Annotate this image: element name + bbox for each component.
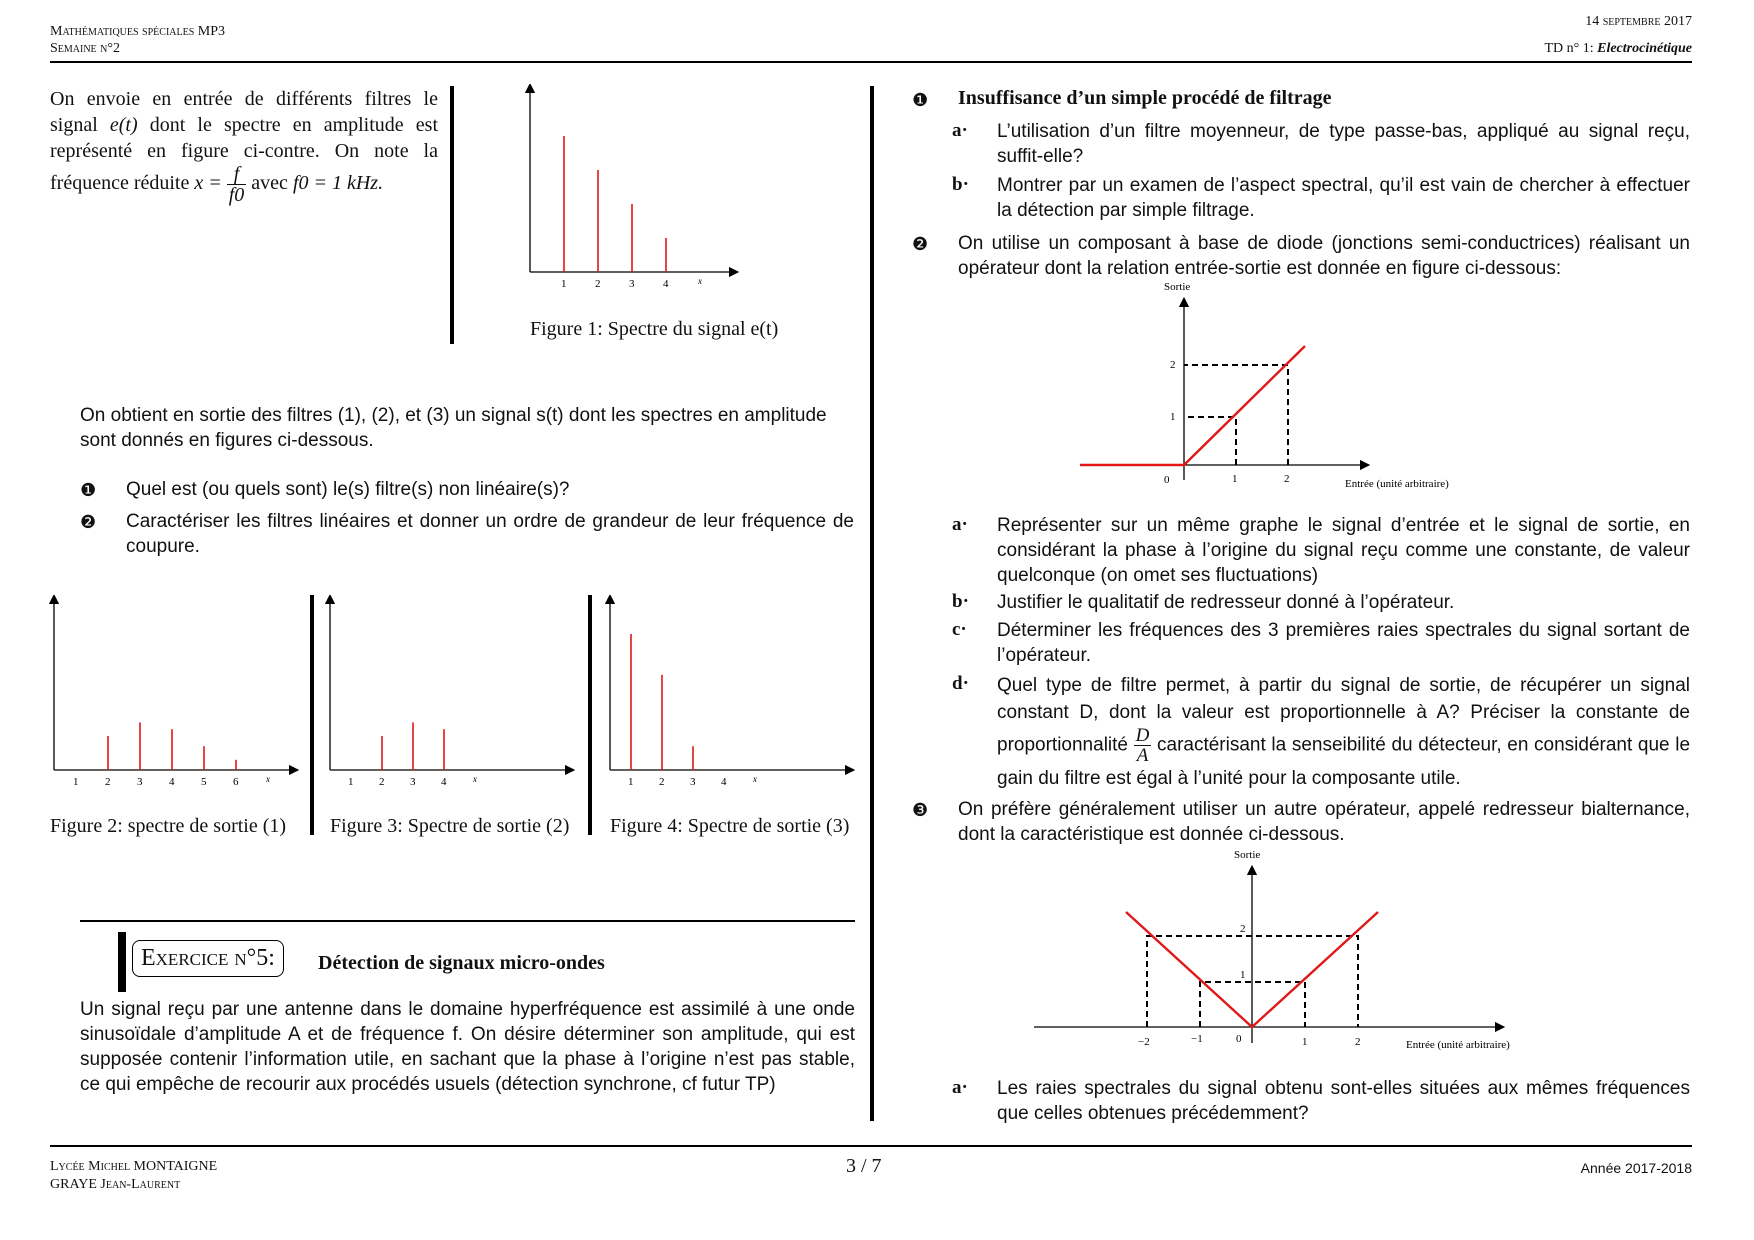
r-q1a-label: a· xyxy=(952,120,968,141)
full-rectifier-ytick-2: 2 xyxy=(1240,923,1246,935)
header-td-title: Electrocinétique xyxy=(1597,41,1692,56)
r-q2-bullet: ❷ xyxy=(912,234,929,255)
figure3-tick-3: 3 xyxy=(410,776,416,788)
full-rectifier-ylabel: Sortie xyxy=(1234,849,1261,861)
full-rectifier-xtick-m2: −2 xyxy=(1138,1036,1150,1048)
intro-paragraph: On envoie en entrée de différents filtres le signal e(t) dont le spectre en amplitude est représenté en figure ci-contre. On note la fréquence réduite x = $\frac{f}{f0}$ avec f0 = 1 kHz. xyxy=(50,88,438,206)
r-q2a-text: Représenter sur un même graphe le signal d’entrée et le signal de sortie, en considérant la phase à l’origine du signal reçu comme une constante, de valeur quelconque (on omet ses fluctuations) xyxy=(997,515,1690,586)
question1-bullet: ❶ xyxy=(80,480,97,501)
r-q2-text: On utilise un composant à base de diode (jonctions semi-conductrices) réalisant un opérateur dont la relation entrée-sortie est donnée en figure ci-dessous: xyxy=(958,233,1690,279)
figure2-tick-3: 3 xyxy=(137,776,143,788)
figure2-tick-1: 1 xyxy=(73,776,79,788)
figure4-chart xyxy=(600,595,858,795)
exercise-rule xyxy=(80,920,855,922)
figure4-caption: Figure 4: Spectre de sortie (3) xyxy=(610,815,850,837)
figure2-caption: Figure 2: spectre de sortie (1) xyxy=(50,815,287,837)
figure1-chart xyxy=(520,84,740,294)
figure4-tick-2: 2 xyxy=(659,776,665,788)
figure4-tick-3: 3 xyxy=(690,776,696,788)
fraction-f-f0: $\frac{f}{f0}$ xyxy=(228,163,245,206)
header-td-prefix: TD n° 1: xyxy=(1544,41,1594,56)
r-q1b-text: Montrer par un examen de l’aspect spectral, qu’il est vain de chercher à effectuer la détection par simple filtrage. xyxy=(997,175,1690,221)
r-q2d-text: Quel type de filtre permet, à partir du signal de sortie, de récupérer un signal constant D, dont la valeur est proportionnelle à A? Préciser la constante de proportionnalité $\frac{D}{A}$ caractérisant la senseibilité du détecteur, en considérant que le gain du filtre est égal à l’unité pour la composante utile. xyxy=(997,675,1691,789)
r-q1-title: Insuffisance d’un simple procédé de filtrage xyxy=(958,87,1332,109)
full-rectifier-xtick-0: 0 xyxy=(1236,1033,1242,1045)
exercise-bar xyxy=(118,932,126,992)
figure2-tick-4: 4 xyxy=(169,776,175,788)
header-td xyxy=(1544,41,1692,57)
r-q2b-text: Justifier le qualitatif de redresseur donné à l’opérateur. xyxy=(997,592,1455,613)
figure3-xlabel: x xyxy=(473,774,477,784)
full-rectifier-graph xyxy=(1020,848,1540,1053)
figure3-chart xyxy=(320,595,578,795)
r-q2d-label: d· xyxy=(952,673,969,694)
figure1-tick-3: 3 xyxy=(629,278,635,290)
column-divider xyxy=(870,86,874,1121)
figure2-tick-6: 6 xyxy=(233,776,239,788)
r-q1-bullet: ❶ xyxy=(912,90,929,111)
figure4-xlabel: x xyxy=(753,774,757,784)
question2-bullet: ❷ xyxy=(80,512,97,533)
figure3-caption: Figure 3: Spectre de sortie (2) xyxy=(330,815,570,837)
full-rectifier-xtick-1: 1 xyxy=(1302,1036,1308,1048)
r-q3a-text: Les raies spectrales du signal obtenu sont-elles situées aux mêmes fréquences que celles obtenues précédemment? xyxy=(997,1078,1690,1124)
figure2-chart xyxy=(44,595,302,795)
figure3-tick-4: 4 xyxy=(441,776,447,788)
figure1-bar xyxy=(450,86,454,344)
figure2-xlabel: x xyxy=(266,774,270,784)
rectifier-graph xyxy=(1070,280,1470,495)
figure2-tick-5: 5 xyxy=(201,776,207,788)
header-course: Mathématiques spéciales MP3 xyxy=(50,24,226,39)
question1-text: Quel est (ou quels sont) le(s) filtre(s) non linéaire(s)? xyxy=(126,479,570,500)
footer-author: GRAYE Jean-Laurent xyxy=(50,1177,181,1192)
figure1-tick-2: 2 xyxy=(595,278,601,290)
r-q2a-label: a· xyxy=(952,514,968,535)
footer-school: Lycée Michel MONTAIGNE xyxy=(50,1159,218,1174)
rectifier-xtick-1: 1 xyxy=(1232,473,1238,485)
question2-text: Caractériser les filtres linéaires et donner un ordre de grandeur de leur fréquence de coupure. xyxy=(126,511,854,557)
rectifier-xlabel: Entrée (unité arbitraire) xyxy=(1345,478,1449,490)
r-q2c-text: Déterminer les fréquences des 3 premières raies spectrales du signal sortant de l’opérateur. xyxy=(997,620,1690,666)
full-rectifier-xlabel: Entrée (unité arbitraire) xyxy=(1406,1039,1510,1051)
r-q3-text: On préfère généralement utiliser un autre opérateur, appelé redresseur bialternance, dont la caractéristique est donnée ci-dessous. xyxy=(958,799,1690,845)
header-rule xyxy=(50,61,1692,63)
r-q3-bullet: ❸ xyxy=(912,800,929,821)
full-rectifier-xtick-m1: −1 xyxy=(1191,1033,1203,1045)
r-q1a-text: L’utilisation d’un filtre moyenneur, de type passe-bas, appliqué au signal reçu, suffit-elle? xyxy=(997,121,1690,167)
r-q3a-label: a· xyxy=(952,1077,968,1098)
header-date: 14 septembre 2017 xyxy=(1585,14,1692,29)
r-q2b-label: b· xyxy=(952,591,969,612)
footer-page: 3 / 7 xyxy=(846,1155,882,1177)
footer-year: Année 2017-2018 xyxy=(1580,1160,1692,1176)
exercise-text: Un signal reçu par une antenne dans le domaine hyperfréquence est assimilé à une onde sinusoïdale d’amplitude A et de fréquence f. On désire déterminer son amplitude, qui est supposée contenir l’information utile, en sachant que la phase à l’origine n’est pas stable, ce qui empêche de recourir aux procédés usuels (détection synchrone, cf futur TP) xyxy=(80,999,855,1095)
output-paragraph: On obtient en sortie des filtres (1), (2), et (3) un signal s(t) dont les spectres en amplitude sont donnés en figures ci-dessous. xyxy=(80,405,827,451)
rectifier-ytick-2: 2 xyxy=(1170,359,1176,371)
figure1-xlabel: x xyxy=(698,276,702,286)
figure3-divider xyxy=(588,595,592,835)
figure1-tick-1: 1 xyxy=(561,278,567,290)
figure1-tick-4: 4 xyxy=(663,278,669,290)
figure1-caption: Figure 1: Spectre du signal e(t) xyxy=(530,318,779,340)
figure4-tick-4: 4 xyxy=(721,776,727,788)
figure2-divider xyxy=(310,595,314,835)
rectifier-ytick-1: 1 xyxy=(1170,411,1176,423)
figure3-tick-1: 1 xyxy=(348,776,354,788)
exercise-title: Détection de signaux micro-ondes xyxy=(318,952,605,974)
r-q1b-label: b· xyxy=(952,174,969,195)
rectifier-ylabel: Sortie xyxy=(1164,281,1191,293)
full-rectifier-xtick-2: 2 xyxy=(1355,1036,1361,1048)
rectifier-xtick-2: 2 xyxy=(1284,473,1290,485)
r-q2c-label: c· xyxy=(952,619,967,640)
full-rectifier-ytick-1: 1 xyxy=(1240,969,1246,981)
footer-rule xyxy=(50,1145,1692,1147)
rectifier-xtick-0: 0 xyxy=(1164,474,1170,486)
exercise-label: Exercice n°5: xyxy=(132,940,284,977)
fraction-d-a: $\frac{D}{A}$ xyxy=(1135,725,1150,766)
figure4-tick-1: 1 xyxy=(628,776,634,788)
figure2-tick-2: 2 xyxy=(105,776,111,788)
rectifier-curve xyxy=(1080,346,1305,465)
header-week: Semaine n°2 xyxy=(50,41,120,56)
figure3-tick-2: 2 xyxy=(379,776,385,788)
